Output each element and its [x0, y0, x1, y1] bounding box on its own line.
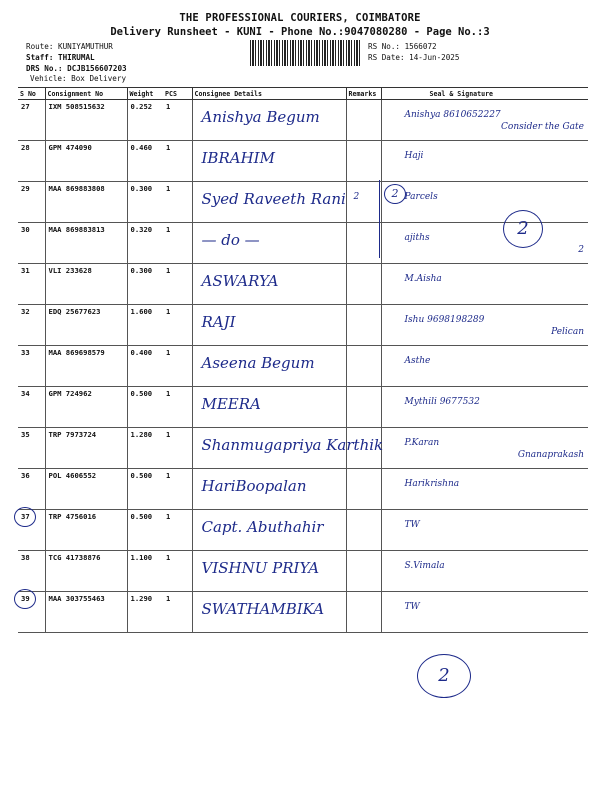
row-signature: ajiths 2 [381, 223, 588, 264]
row-consignee: Aseena Begum [192, 346, 346, 387]
circled-mark: 2 [384, 184, 406, 204]
row-remarks [346, 264, 381, 305]
row-sno: 36 [18, 469, 45, 510]
row-signature: P.Karan Gnanaprakash [381, 428, 588, 469]
row-consignment: EDQ 25677623 [45, 305, 127, 346]
row-note: Consider the Gate [501, 122, 584, 132]
table-row [18, 387, 588, 428]
row-consignee: ASWARYA [192, 264, 346, 305]
col-consignment: Consignment No [45, 88, 127, 100]
row-sno: 27 [18, 100, 45, 141]
row-sno: 29 [18, 182, 45, 223]
row-signature: M.Aisha [381, 264, 588, 305]
row-remarks [346, 141, 381, 182]
row-remarks [346, 223, 381, 264]
circled-mark: 2 [503, 210, 543, 248]
row-remarks [346, 387, 381, 428]
row-pcs: 1 [163, 264, 192, 305]
row-consignment: MAA 869883813 [45, 223, 127, 264]
rs-date-value: 14-Jun-2025 [409, 53, 460, 62]
row-remarks [346, 305, 381, 346]
row-remarks: 2 [346, 182, 381, 223]
row-pcs: 1 [163, 428, 192, 469]
ink-line [379, 180, 380, 258]
row-pcs: 1 [163, 387, 192, 428]
table-row [18, 428, 588, 469]
row-sno: 38 [18, 551, 45, 592]
rs-no-value: 1566072 [404, 42, 437, 51]
row-consignment: IXM 508515632 [45, 100, 127, 141]
table-row [18, 100, 588, 141]
row-remarks [346, 100, 381, 141]
table-body [18, 100, 588, 633]
row-weight: 0.300 [127, 182, 163, 223]
route-line: Route: KUNIYAMUTHUR [26, 42, 113, 51]
row-sno: 31 [18, 264, 45, 305]
row-remarks [346, 551, 381, 592]
rs-date-line: RS Date: 14-Jun-2025 [368, 53, 460, 62]
company-title: THE PROFESSIONAL COURIERS, COIMBATORE [179, 12, 421, 24]
table-row [18, 592, 588, 633]
col-consignee: Consignee Details [192, 88, 346, 100]
row-pcs: 1 [163, 469, 192, 510]
row-pcs: 1 [163, 346, 192, 387]
footer-circled-mark: 2 [417, 654, 471, 698]
row-pcs: 1 [163, 182, 192, 223]
row-signature: S.Vimala [381, 551, 588, 592]
row-sno: 37 [18, 510, 45, 551]
col-remarks: Remarks [346, 88, 381, 100]
row-remarks [346, 469, 381, 510]
row-consignment: GPM 474090 [45, 141, 127, 182]
col-weight: Weight [127, 88, 163, 100]
row-weight: 1.290 [127, 592, 163, 633]
barcode [250, 40, 362, 66]
row-weight: 0.500 [127, 510, 163, 551]
row-signature: Haji [381, 141, 588, 182]
row-consignment: TRP 4756016 [45, 510, 127, 551]
row-consignment: GPM 724962 [45, 387, 127, 428]
row-consignee: IBRAHIM [192, 141, 346, 182]
row-weight: 0.500 [127, 387, 163, 428]
row-sno: 35 [18, 428, 45, 469]
row-consignment: MAA 869883808 [45, 182, 127, 223]
row-signature: Parcels [381, 182, 588, 223]
drs-value: DCJB156607203 [67, 64, 127, 73]
row-consignee: Syed Raveeth Rani [192, 182, 346, 223]
row-sno: 33 [18, 346, 45, 387]
table-header-row [18, 88, 588, 100]
row-consignment: TRP 7973724 [45, 428, 127, 469]
table-row [18, 141, 588, 182]
row-pcs: 1 [163, 100, 192, 141]
row-consignee: Anishya Begum [192, 100, 346, 141]
staff-value: THIRUMAL [58, 53, 95, 62]
row-pcs: 1 [163, 592, 192, 633]
row-weight: 0.300 [127, 264, 163, 305]
row-sno: 28 [18, 141, 45, 182]
row-weight: 0.460 [127, 141, 163, 182]
row-consignee: RAJI [192, 305, 346, 346]
row-weight: 0.400 [127, 346, 163, 387]
row-consignee: Shanmugapriya Karthik [192, 428, 346, 469]
row-consignment: MAA 869698579 [45, 346, 127, 387]
row-weight: 1.100 [127, 551, 163, 592]
rs-no-line: RS No.: 1566072 [368, 42, 437, 51]
row-weight: 0.252 [127, 100, 163, 141]
row-weight: 1.600 [127, 305, 163, 346]
row-weight: 1.280 [127, 428, 163, 469]
circled-sno-mark [14, 589, 36, 609]
drs-line: DRS No.: DCJB156607203 [26, 64, 127, 73]
table-row [18, 346, 588, 387]
runsheet-subtitle: Delivery Runsheet - KUNI - Phone No.:9047080280 - Page No.:3 [110, 26, 490, 38]
row-sno: 30 [18, 223, 45, 264]
route-value: KUNIYAMUTHUR [58, 42, 113, 51]
vehicle-value: Box Delivery [71, 74, 127, 83]
row-consignment: TCG 41738876 [45, 551, 127, 592]
row-weight: 0.500 [127, 469, 163, 510]
row-sno: 34 [18, 387, 45, 428]
row-signature: TW [381, 510, 588, 551]
row-pcs: 1 [163, 141, 192, 182]
row-consignment: MAA 303755463 [45, 592, 127, 633]
table-row [18, 305, 588, 346]
vehicle-line: Vehicle: Box Delivery [30, 74, 127, 83]
row-pcs: 1 [163, 510, 192, 551]
delivery-table [18, 87, 588, 633]
row-consignment: VLI 233628 [45, 264, 127, 305]
row-signature: Anishya 8610652227 Consider the Gate [381, 100, 588, 141]
col-signature: Seal & Signature [381, 88, 588, 100]
staff-line: Staff: THIRUMAL [26, 53, 95, 62]
row-signature: TW [381, 592, 588, 633]
row-consignee: HariBoopalan [192, 469, 346, 510]
row-consignee: — do — [192, 223, 346, 264]
row-sno: 39 [18, 592, 45, 633]
row-signature: Ishu 9698198289 Pelican [381, 305, 588, 346]
table-row [18, 264, 588, 305]
table-row [18, 469, 588, 510]
row-consignee: SWATHAMBIKA [192, 592, 346, 633]
row-note: 2 [578, 245, 584, 255]
row-signature: Asthe [381, 346, 588, 387]
row-consignee: MEERA [192, 387, 346, 428]
row-weight: 0.320 [127, 223, 163, 264]
row-note: Pelican [551, 327, 584, 337]
col-pcs: PCS [163, 88, 192, 100]
row-sno: 32 [18, 305, 45, 346]
row-remarks [346, 592, 381, 633]
table-row [18, 182, 588, 223]
row-signature: Harikrishna [381, 469, 588, 510]
row-signature: Mythili 9677532 [381, 387, 588, 428]
row-consignee: VISHNU PRIYA [192, 551, 346, 592]
row-remarks [346, 510, 381, 551]
table-row [18, 510, 588, 551]
row-note: Gnanaprakash [517, 450, 584, 460]
row-pcs: 1 [163, 551, 192, 592]
row-pcs: 1 [163, 305, 192, 346]
row-consignee: Capt. Abuthahir [192, 510, 346, 551]
circled-sno-mark [14, 507, 36, 527]
row-remarks [346, 346, 381, 387]
table-row [18, 551, 588, 592]
row-consignment: POL 4606552 [45, 469, 127, 510]
col-sno: S No [18, 88, 45, 100]
row-pcs: 1 [163, 223, 192, 264]
